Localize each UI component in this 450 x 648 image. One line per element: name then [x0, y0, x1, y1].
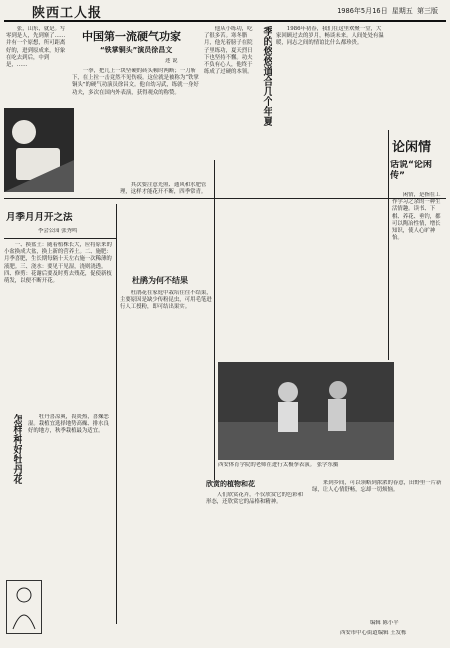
middle-article-text: 其次要注意光照、通风和水肥管理，这样才能花开不断，四季常青。	[120, 182, 207, 196]
peony-article-title: 怎样种好牡丹花	[11, 414, 22, 484]
mid-top-column	[204, 26, 256, 152]
rose-article-text: 一、换盆土：随着植株长大，应将原来的小盆换成大盆，换上新的营养土。二、施肥：月季喜肥，生长期每隔十天左右施一次稀薄的液肥。三、浇水：要见干见湿，浇则浇透。四、修剪：花谢后要及时剪去残花，促使新枝萌发，以便不断开花。	[4, 242, 112, 285]
column-head-subtitle: 话说“论闲传”	[390, 160, 432, 181]
rose-article-byline: 李会公园 张秀鸣	[38, 228, 78, 234]
sketch-figure-icon	[7, 581, 41, 633]
middle-article	[120, 182, 212, 266]
left-column-text: 张，山东，就是。写零到是人，先到寨了……并有一个原想，所可距离好的，进到原成来，好象在吃去到后，中到是，……	[6, 26, 66, 69]
rose-divider	[4, 238, 116, 239]
lead-subtitle: “铁掌铜头”演员徐昌文	[100, 46, 173, 54]
photo-caption-text: 西安体育学院的老师在进行太极拳表演。 张学东摄	[218, 462, 339, 468]
right-top-column	[276, 26, 386, 130]
azalea-article-body	[120, 290, 212, 450]
column-rule-1	[116, 204, 117, 624]
figure-illustration-icon	[4, 108, 74, 192]
dateline: 1986年5月16日 星期五 第三版	[337, 7, 438, 15]
newspaper-logo: 陕西工人报	[32, 6, 103, 21]
right-top-text: 1986年初春，我们在这里欢聚一堂，大家回顾过去的岁月，畅谈未来。人间处处有温暖，同志之间的情谊比什么都珍贵。	[276, 26, 384, 47]
photo-caption	[218, 462, 394, 474]
horizontal-rule	[4, 198, 446, 199]
footer-editor: 编辑 陈小平	[370, 620, 399, 626]
column-rule-2	[214, 160, 215, 480]
countryside-article-text: 来到乡间，可以领略到浓浓的春意，田野里一片新绿，让人心情舒畅，忘却一切烦恼。	[312, 480, 442, 494]
rose-article-title: 月季月月开之法	[6, 212, 73, 223]
countryside-article	[312, 480, 442, 610]
azalea-article-text: 杜鹃花在家庭中栽培往往不结果，主要原因是缺少传粉昆虫，可用毛笔进行人工授粉，即可结出果实。	[120, 290, 212, 311]
masthead	[4, 2, 446, 22]
azalea-article-title: 杜鹃为何不结果	[132, 276, 188, 285]
lead-body-text: 一拳，把几上一块坚硬的砖头顿时两断；一刀斩下，在上拉一击竟然不见伤痕。这位就是被称为“铁掌铜头”的硬气功演员徐昌文。他自幼习武，练就一身好功夫，多次在国内外表演，获得观众的称赞。	[72, 68, 199, 96]
plants-article-body	[206, 492, 306, 618]
vertical-essay-title: 季的悠悠道合几个年夏	[261, 26, 272, 126]
lead-body	[72, 68, 200, 154]
lead-title: 中国第一流硬气功家	[82, 30, 181, 43]
rose-article-body	[4, 242, 116, 410]
taichi-photo	[218, 362, 394, 460]
peony-article-text: 牡丹喜凉爽，畏炎热，喜燥恶湿。栽植宜选择地势高燥、排水良好的地方，秋季栽植最为适宜。	[28, 414, 109, 435]
footer-address: 西安市中心街道编辑 王发栋	[340, 630, 407, 636]
mid-top-text: 他从小练功，吃了很多苦。寒冬腊月，他光着膀子在院子里练功，夏天烈日下也坚持不懈。功夫不负有心人，他终于练成了过硬的本领。	[204, 26, 253, 76]
right-column-text: 闲情，是指在工作学习之余的一种生活情趣。读书、下棋、养花、垂钓，都可以陶冶性情，增长知识，使人心旷神怡。	[392, 192, 441, 242]
left-column-intro	[6, 26, 70, 98]
column-rule-3	[388, 130, 389, 360]
plants-article-text: 人们欣赏花卉，不仅欣赏它的色彩和形态，还欣赏它的品格和精神。	[206, 492, 304, 506]
peony-article-body	[28, 414, 114, 524]
small-sketch	[6, 580, 42, 634]
plants-article-title: 欣赏的植物和花	[206, 480, 255, 488]
lead-byline: 述 说	[165, 58, 178, 64]
right-column-body	[392, 192, 444, 322]
photo-image-icon	[218, 362, 394, 460]
column-head-title: 论闲情	[392, 140, 432, 155]
left-header-illustration	[4, 108, 74, 192]
